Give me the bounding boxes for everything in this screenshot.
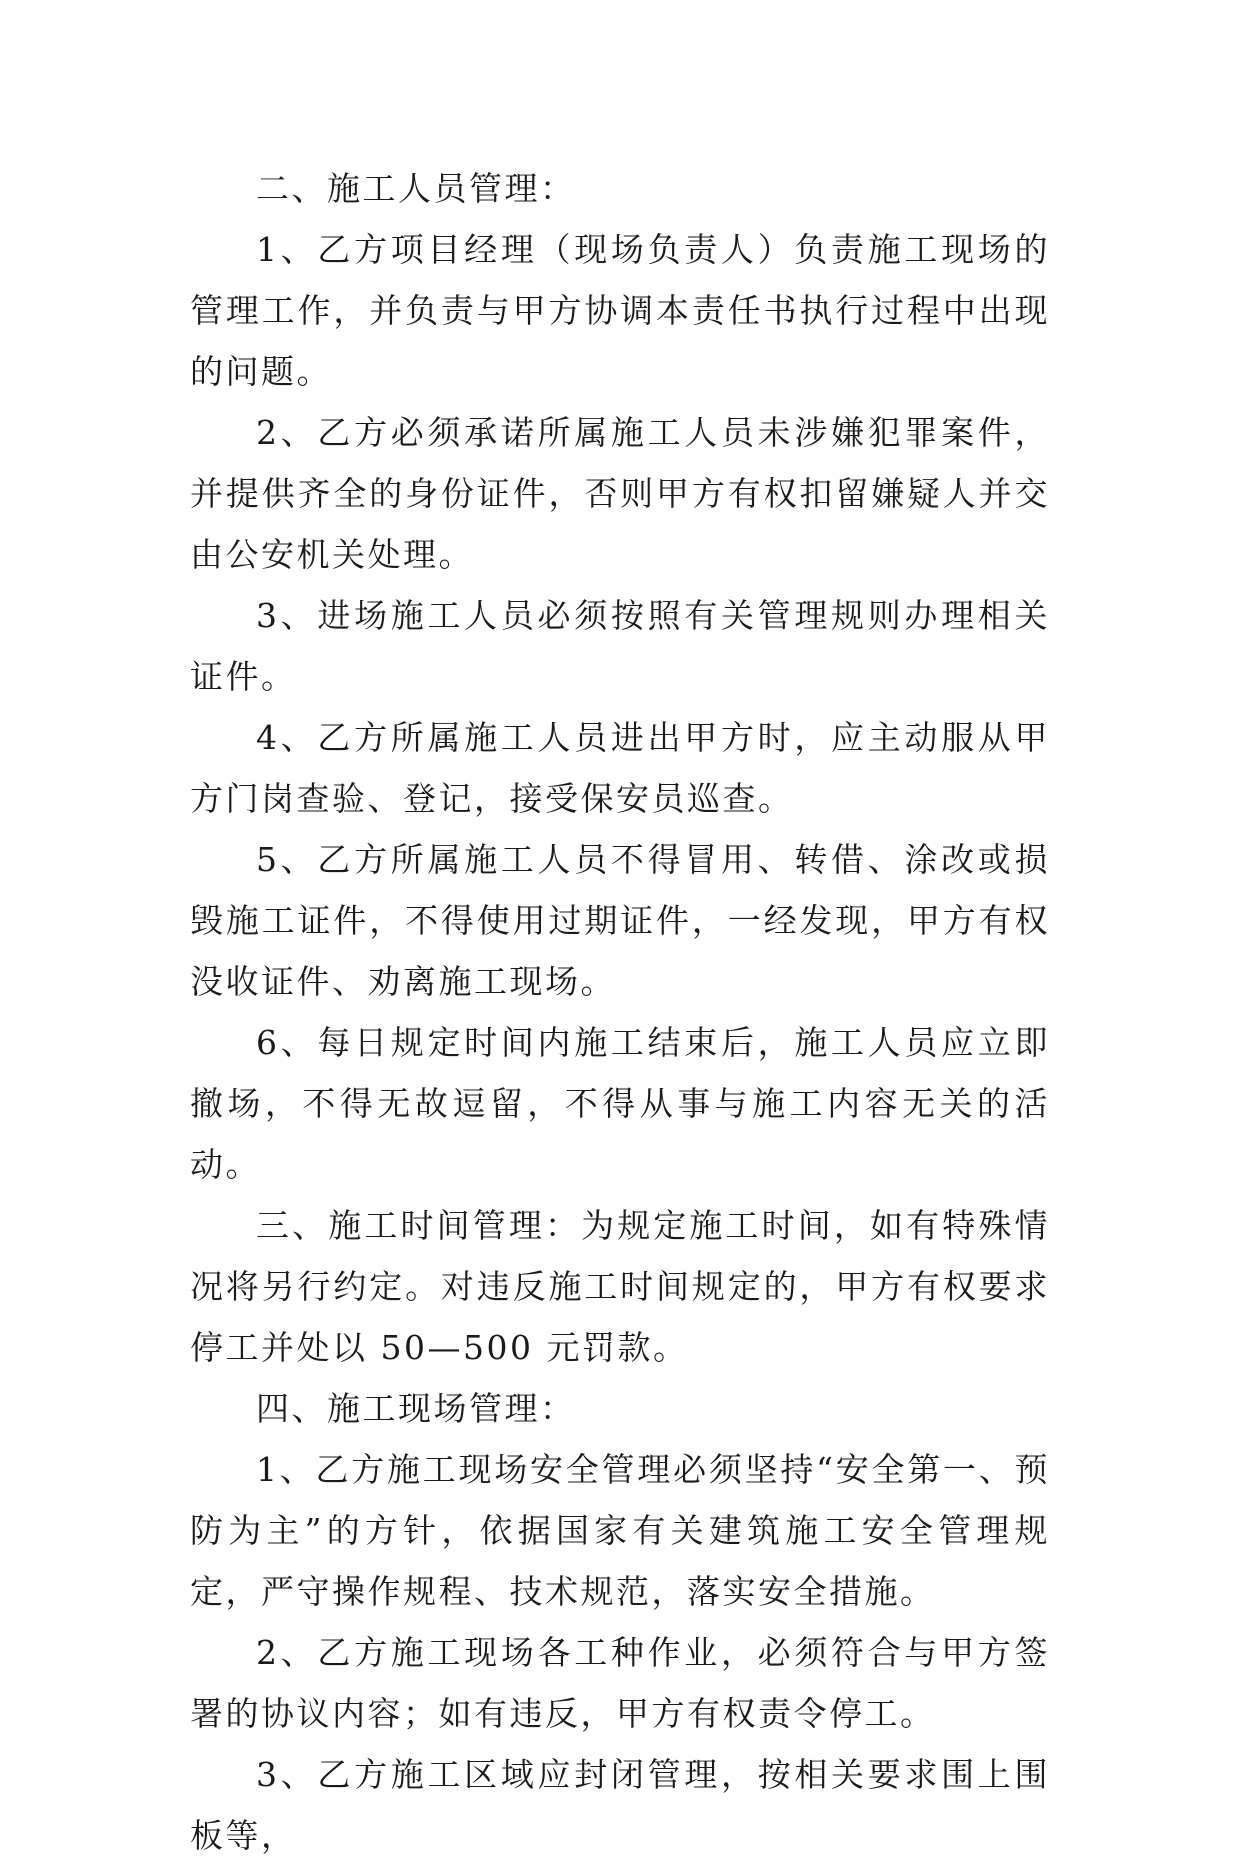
paragraph-site-2: 2、乙方施工现场各工种作业，必须符合与甲方签署的协议内容；如有违反，甲方有权责令停工。 [190,1633,1050,1733]
paragraph-site-3: 3、乙方施工区域应封闭管理，按相关要求围上围板等， [190,1755,1050,1855]
document-body [190,158,1050,1866]
paragraph-personnel-4: 4、乙方所属施工人员进出甲方时，应主动服从甲方门岗查验、登记，接受保安员巡查。 [190,718,1050,818]
paragraph-personnel-1: 1、乙方项目经理（现场负责人）负责施工现场的管理工作，并负责与甲方协调本责任书执行过程中出现的问题。 [190,230,1050,391]
section-heading-site: 四、施工现场管理： [256,1389,576,1428]
section-time-management: 三、施工时间管理：为规定施工时间，如有特殊情况将另行约定。对违反施工时间规定的，甲方有权要求停工并处以 50—500 元罚款。 [190,1206,1050,1367]
paragraph-personnel-5: 5、乙方所属施工人员不得冒用、转借、涂改或损毁施工证件，不得使用过期证件，一经发现，甲方有权没收证件、劝离施工现场。 [190,840,1050,1001]
paragraph-site-1: 1、乙方施工现场安全管理必须坚持“安全第一、预防为主”的方针，依据国家有关建筑施工安全管理规定，严守操作规程、技术规范，落实安全措施。 [190,1450,1050,1611]
section-heading-personnel: 二、施工人员管理： [256,169,576,208]
paragraph-personnel-3: 3、进场施工人员必须按照有关管理规则办理相关证件。 [190,596,1050,696]
paragraph-personnel-2: 2、乙方必须承诺所属施工人员未涉嫌犯罪案件，并提供齐全的身份证件，否则甲方有权扣留嫌疑人并交由公安机关处理。 [190,413,1050,574]
paragraph-personnel-6: 6、每日规定时间内施工结束后，施工人员应立即撤场，不得无故逗留，不得从事与施工内容无关的活动。 [190,1023,1050,1184]
